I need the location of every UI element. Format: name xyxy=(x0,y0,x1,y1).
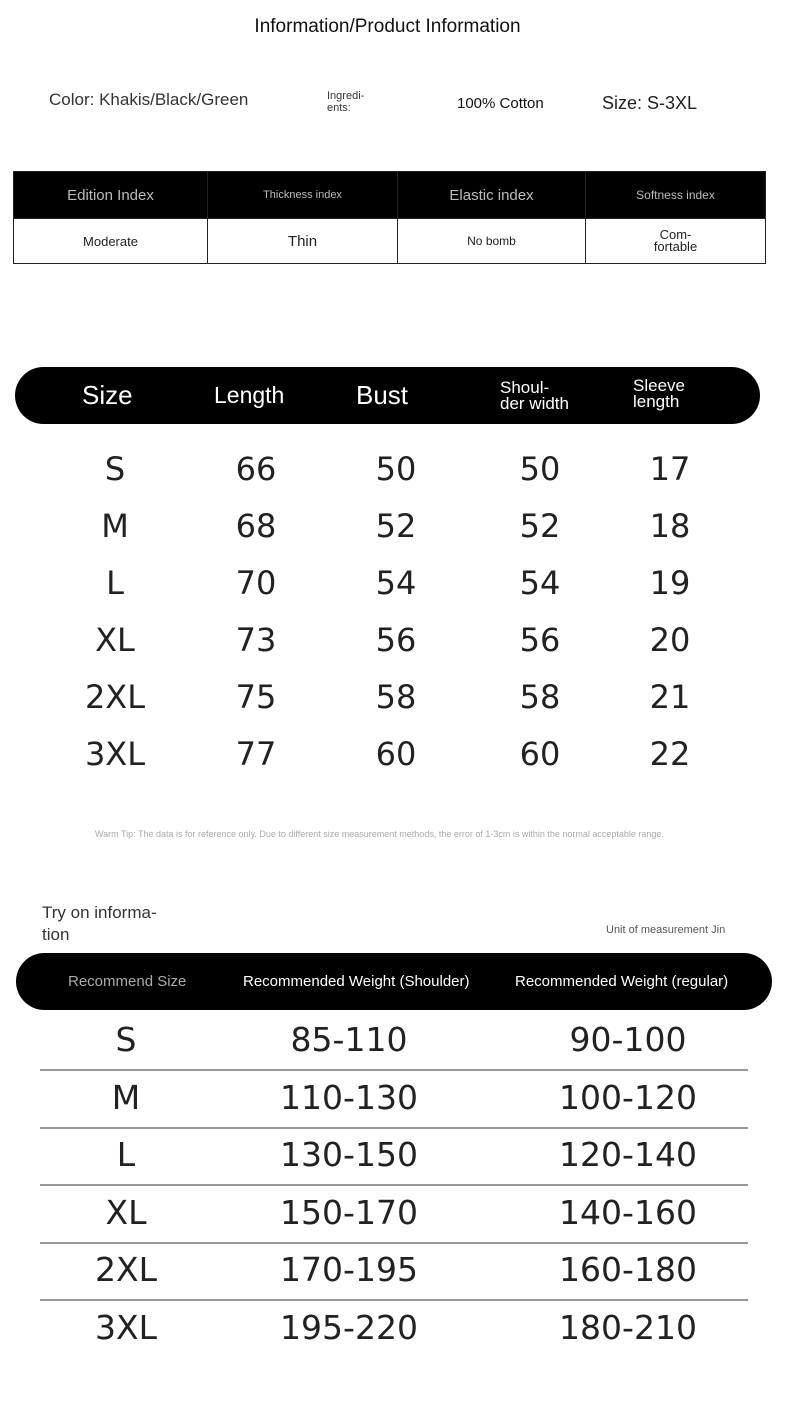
weight-range-cell: 120-140 xyxy=(559,1135,697,1174)
size-chart-header-cell: Size xyxy=(82,380,133,410)
recommend-size-cell: M xyxy=(111,1077,141,1117)
size-cell: L xyxy=(106,564,124,602)
ingredients-label: Ingredi- ents: xyxy=(327,90,365,114)
index-header: Thickness index xyxy=(208,172,398,219)
index-table-values xyxy=(14,219,766,264)
recommend-size-cell: 3XL xyxy=(95,1307,157,1347)
size-cell: XL xyxy=(95,621,135,659)
size-range: Size: S-3XL xyxy=(602,93,698,113)
try-on-header-cell: Recommend Size xyxy=(68,973,187,990)
ingredients-value: 100% Cotton xyxy=(457,95,544,112)
table-row xyxy=(40,1242,748,1301)
measurement-cell: 22 xyxy=(649,735,691,773)
measurement-cell: 56 xyxy=(375,621,417,659)
measurement-cell: 75 xyxy=(235,678,277,716)
weight-range-cell: 100-120 xyxy=(559,1077,697,1117)
index-header: Elastic index xyxy=(398,172,586,219)
measurement-cell: 54 xyxy=(519,564,561,602)
size-cell: S xyxy=(104,450,126,488)
recommend-size-cell: XL xyxy=(105,1192,147,1232)
measurement-cell: 58 xyxy=(519,678,561,716)
measurement-cell: 70 xyxy=(235,564,277,602)
index-table-header xyxy=(14,172,766,219)
measurement-cell: 77 xyxy=(235,735,277,773)
table-row xyxy=(40,1012,748,1071)
weight-range-cell: 85-110 xyxy=(290,1020,408,1059)
weight-range-cell: 160-180 xyxy=(559,1250,697,1289)
measurement-cell: 50 xyxy=(375,450,417,488)
measurement-cell: 52 xyxy=(375,507,417,545)
weight-range-cell: 130-150 xyxy=(280,1135,418,1174)
measurement-cell: 54 xyxy=(375,564,417,602)
size-chart-header-cell: Length xyxy=(214,382,285,408)
table-row xyxy=(40,1185,748,1244)
table-row xyxy=(40,1300,748,1357)
recommend-size-cell: 2XL xyxy=(95,1250,157,1289)
table-row xyxy=(40,1070,748,1129)
measurement-cell: 20 xyxy=(649,621,691,659)
size-chart-header xyxy=(15,367,760,424)
measurement-cell: 73 xyxy=(235,621,277,659)
recommend-size-cell: S xyxy=(115,1020,137,1059)
size-chart-header-cell: Shoul- der width xyxy=(500,377,569,413)
measurement-cell: 52 xyxy=(519,507,561,545)
recommend-size-cell: L xyxy=(116,1135,136,1174)
index-value: Thin xyxy=(208,219,398,264)
measurement-cell: 18 xyxy=(649,507,691,545)
size-cell: M xyxy=(101,507,129,545)
measurement-cell: 60 xyxy=(375,735,417,773)
measurement-cell: 66 xyxy=(235,450,277,488)
index-header: Softness index xyxy=(586,172,766,219)
weight-range-cell: 170-195 xyxy=(280,1250,418,1289)
size-cell: 3XL xyxy=(84,735,146,773)
size-chart-header-cell: Sleeve length xyxy=(633,375,685,411)
index-table xyxy=(13,171,766,264)
measurement-cell: 60 xyxy=(519,735,561,773)
index-value: Com- fortable xyxy=(586,219,766,264)
size-cell: 2XL xyxy=(84,678,146,716)
try-on-title: Try on informa- tion xyxy=(42,903,157,944)
try-on-header-cell: Recommended Weight (Shoulder) xyxy=(243,973,470,990)
measurement-cell: 56 xyxy=(519,621,561,659)
try-on-header-cell: Recommended Weight (regular) xyxy=(515,973,729,990)
warm-tip: Warm Tip: The data is for reference only. Due to different size measurement methods, the error of 1-3cm is within the normal acceptable range. xyxy=(95,829,664,839)
index-value: No bomb xyxy=(398,219,586,264)
page-title: Information/Product Information xyxy=(254,16,521,37)
size-chart-header-cell: Bust xyxy=(356,380,409,410)
measurement-cell: 68 xyxy=(235,507,277,545)
weight-range-cell: 150-170 xyxy=(280,1192,418,1232)
weight-range-cell: 195-220 xyxy=(280,1307,418,1347)
weight-range-cell: 110-130 xyxy=(280,1077,418,1117)
weight-range-cell: 90-100 xyxy=(569,1020,687,1059)
weight-range-cell: 180-210 xyxy=(559,1307,697,1347)
measurement-cell: 21 xyxy=(649,678,691,716)
try-on-header xyxy=(16,953,772,1010)
index-header: Edition Index xyxy=(14,172,208,219)
unit-note: Unit of measurement Jin xyxy=(606,924,726,936)
measurement-cell: 58 xyxy=(375,678,417,716)
measurement-cell: 50 xyxy=(519,450,561,488)
color-info: Color: Khakis/Black/Green xyxy=(49,90,249,109)
weight-range-cell: 140-160 xyxy=(559,1192,697,1232)
measurement-cell: 17 xyxy=(649,450,691,488)
table-row xyxy=(40,1127,748,1186)
measurement-cell: 19 xyxy=(649,564,691,602)
index-value: Moderate xyxy=(14,219,208,264)
